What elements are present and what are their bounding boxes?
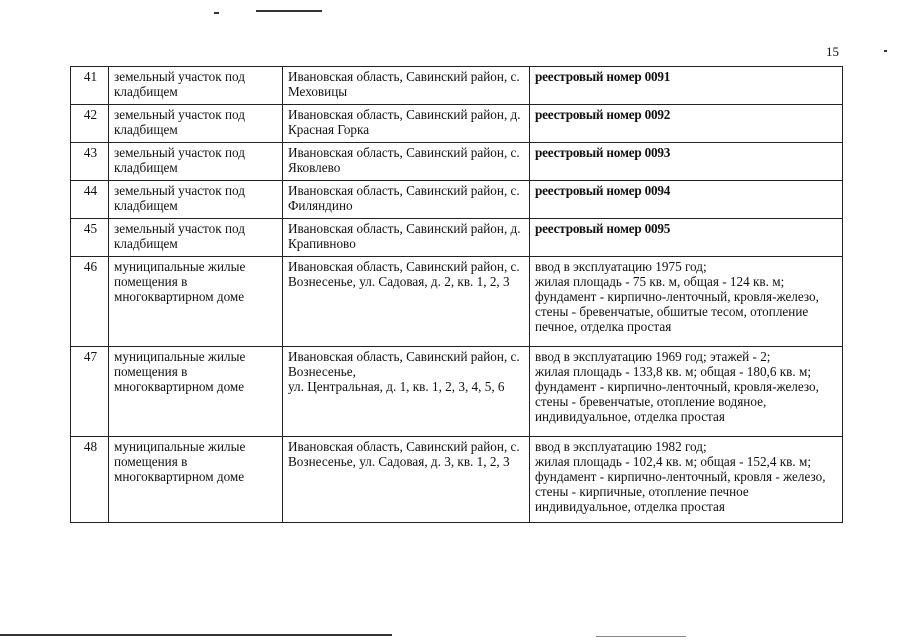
table-row <box>71 143 843 181</box>
scan-mark-top <box>256 10 322 12</box>
object-characteristics: реестровый номер 0091 <box>530 67 843 105</box>
registry-rows <box>71 67 843 523</box>
table-row <box>71 347 843 437</box>
object-address: Ивановская область, Савинский район, с. Вознесенье, ул. Садовая, д. 3, кв. 1, 2, 3 <box>283 437 530 523</box>
object-characteristics: ввод в эксплуатацию 1982 год; жилая площадь - 102,4 кв. м; общая - 152,4 кв. м; фундамент - кирпично-ленточный, кровля - железо, стены - кирпичные, отопление печное индивидуальное, отделка простая <box>530 437 843 523</box>
object-name: земельный участок под кладбищем <box>109 219 283 257</box>
object-name: земельный участок под кладбищем <box>109 143 283 181</box>
object-characteristics: ввод в эксплуатацию 1975 год; жилая площадь - 75 кв. м, общая - 124 кв. м; фундамент - кирпично-ленточный, кровля-железо, стены - бревенчатые, обшитые тесом, отопление печное, отделка простая <box>530 257 843 347</box>
scan-mark-right-dot <box>884 50 887 52</box>
table-row <box>71 67 843 105</box>
row-number: 47 <box>71 347 109 437</box>
object-name: земельный участок под кладбищем <box>109 181 283 219</box>
row-number: 48 <box>71 437 109 523</box>
row-number: 46 <box>71 257 109 347</box>
object-name: земельный участок под кладбищем <box>109 105 283 143</box>
object-address: Ивановская область, Савинский район, с. Яковлево <box>283 143 530 181</box>
object-characteristics: реестровый номер 0095 <box>530 219 843 257</box>
table-row <box>71 105 843 143</box>
row-number: 45 <box>71 219 109 257</box>
property-registry-table <box>70 66 843 523</box>
object-name: муниципальные жилые помещения в многоквартирном доме <box>109 437 283 523</box>
row-number: 43 <box>71 143 109 181</box>
object-name: муниципальные жилые помещения в многоквартирном доме <box>109 347 283 437</box>
object-address: Ивановская область, Савинский район, с. Вознесенье, ул. Центральная, д. 1, кв. 1, 2, 3, 4, 5, 6 <box>283 347 530 437</box>
row-number: 41 <box>71 67 109 105</box>
object-characteristics: реестровый номер 0092 <box>530 105 843 143</box>
page-number: 15 <box>826 44 839 59</box>
object-name: муниципальные жилые помещения в многоквартирном доме <box>109 257 283 347</box>
table-row <box>71 181 843 219</box>
table-row <box>71 437 843 523</box>
object-address: Ивановская область, Савинский район, д. Крапивново <box>283 219 530 257</box>
table-row <box>71 219 843 257</box>
scan-mark-top-dot <box>214 12 219 14</box>
row-number: 44 <box>71 181 109 219</box>
scan-mark-bottom <box>0 634 392 636</box>
object-address: Ивановская область, Савинский район, с. Меховицы <box>283 67 530 105</box>
object-characteristics: ввод в эксплуатацию 1969 год; этажей - 2; жилая площадь - 133,8 кв. м; общая - 180,6 кв. м; фундамент - кирпично-ленточный, кровля-железо, стены - бревенчатые, отопление водяное, индивидуальное, отделка простая <box>530 347 843 437</box>
object-characteristics: реестровый номер 0094 <box>530 181 843 219</box>
row-number: 42 <box>71 105 109 143</box>
object-address: Ивановская область, Савинский район, д. Красная Горка <box>283 105 530 143</box>
object-address: Ивановская область, Савинский район, с. Вознесенье, ул. Садовая, д. 2, кв. 1, 2, 3 <box>283 257 530 347</box>
object-address: Ивановская область, Савинский район, с. Филяндино <box>283 181 530 219</box>
scan-mark-bottom-right <box>596 636 686 637</box>
object-name: земельный участок под кладбищем <box>109 67 283 105</box>
table-row <box>71 257 843 347</box>
object-characteristics: реестровый номер 0093 <box>530 143 843 181</box>
